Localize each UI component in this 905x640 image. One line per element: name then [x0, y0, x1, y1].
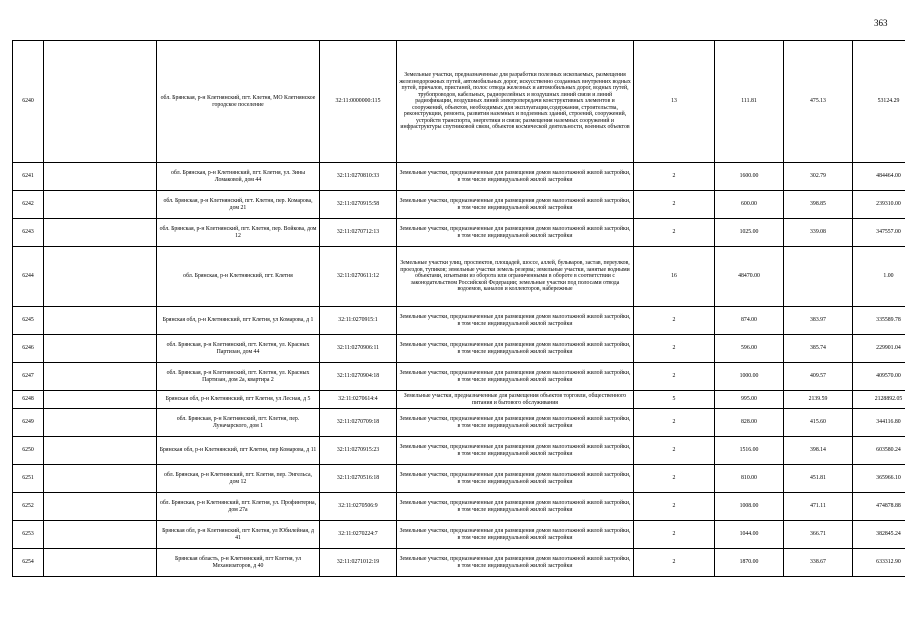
land-use-cell: Земельные участки, предназначенные для размещения домов малоэтажной жилой застройки, в том числе индивидуальной жилой застройки — [397, 493, 634, 521]
cadastral-number-cell: 32:11:0270516:18 — [320, 465, 397, 493]
land-use-cell: Земельные участки, предназначенные для размещения домов малоэтажной жилой застройки, в том числе индивидуальной жилой застройки — [397, 335, 634, 363]
specific-value-cell: 385.74 — [784, 335, 853, 363]
cadastral-value-cell: 53124.29 — [853, 41, 905, 163]
use-code-cell: 5 — [634, 391, 715, 409]
empty-cell — [44, 363, 157, 391]
specific-value-cell: 398.85 — [784, 191, 853, 219]
row-number-cell: 6245 — [13, 307, 44, 335]
area-cell: 810.00 — [715, 465, 784, 493]
cadastral-number-cell: 32:11:0270611:12 — [320, 247, 397, 307]
land-use-cell: Земельные участки, предназначенные для размещения домов малоэтажной жилой застройки, в том числе индивидуальной жилой застройки — [397, 163, 634, 191]
land-use-cell: Земельные участки, предназначенные для разработки полезных ископаемых, размещения железнодорожных путей, автомобильных дорог, искусственно созданных внутренних водных путей, причалов, пристаней, полос отвода железных и автомобильных дорог, водных путей, трубопроводов, кабельных, радиорелейных и воздушных линий связи и линий радиофикации, воздушных линий электропередачи конструктивных элементов и сооружений, объектов, необходимых для эксплуатации,содержания, строительства, реконструкции, ремонта, развития наземных и подземных зданий, строений, сооружений, устройств транспорта, энергетики и связи; размещения наземных сооружений и инфраструктуры спутниковой связи, объектов космической деятельности, военных объектов — [397, 41, 634, 163]
use-code-cell: 2 — [634, 219, 715, 247]
land-use-cell: Земельные участки, предназначенные для размещения домов малоэтажной жилой застройки, в том числе индивидуальной жилой застройки — [397, 191, 634, 219]
use-code-cell: 2 — [634, 437, 715, 465]
row-number-cell: 6246 — [13, 335, 44, 363]
cadastral-value-cell: 229901.04 — [853, 335, 905, 363]
area-cell: 1008.00 — [715, 493, 784, 521]
specific-value-cell: 415.60 — [784, 409, 853, 437]
address-cell: Брянская область, р-н Клетнянский, пгт Клетня, ул Механизаторов, д 40 — [157, 549, 320, 577]
address-cell: обл. Брянская, р-н Клетнянский, пгт. Клетня, пер. Луначарского, дом 1 — [157, 409, 320, 437]
cadastral-value-table — [12, 40, 905, 577]
address-cell: Брянская обл, р-н Клетнянский, пгт Клетня, ул Комарова, д 1 — [157, 307, 320, 335]
land-use-cell: Земельные участки, предназначенные для размещения домов малоэтажной жилой застройки, в том числе индивидуальной жилой застройки — [397, 437, 634, 465]
row-number-cell: 6253 — [13, 521, 44, 549]
cadastral-value-cell: 474878.88 — [853, 493, 905, 521]
row-number-cell: 6242 — [13, 191, 44, 219]
address-cell: обл. Брянская, р-н Клетнянский, пгт. Клетня, ул. Красных Партизан, дом 2а, квартира 2 — [157, 363, 320, 391]
specific-value-cell: 409.57 — [784, 363, 853, 391]
specific-value-cell: 451.81 — [784, 465, 853, 493]
table-row — [13, 465, 905, 493]
cadastral-number-cell: 32:11:0270224:7 — [320, 521, 397, 549]
area-cell: 1516.00 — [715, 437, 784, 465]
use-code-cell: 2 — [634, 493, 715, 521]
use-code-cell: 16 — [634, 247, 715, 307]
table-row — [13, 437, 905, 465]
table-row — [13, 219, 905, 247]
cadastral-value-cell: 484464.00 — [853, 163, 905, 191]
table-row — [13, 549, 905, 577]
area-cell: 48470.00 — [715, 247, 784, 307]
use-code-cell: 2 — [634, 307, 715, 335]
address-cell: обл. Брянская, р-н Клетнянский, пгт. Клетня, ул. Зины Ломаковой, дом 44 — [157, 163, 320, 191]
use-code-cell: 2 — [634, 163, 715, 191]
cadastral-number-cell: 32:11:0270709:18 — [320, 409, 397, 437]
address-cell: обл. Брянская, р-н Клетнянский, пгт. Клетня, ул. Красных Партизан, дом 44 — [157, 335, 320, 363]
use-code-cell: 2 — [634, 549, 715, 577]
cadastral-value-cell: 382845.24 — [853, 521, 905, 549]
specific-value-cell: 366.71 — [784, 521, 853, 549]
cadastral-value-cell: 344116.80 — [853, 409, 905, 437]
table-row — [13, 391, 905, 409]
land-use-cell: Земельные участки, предназначенные для размещения домов малоэтажной жилой застройки, в том числе индивидуальной жилой застройки — [397, 521, 634, 549]
area-cell: 995.00 — [715, 391, 784, 409]
empty-cell — [44, 163, 157, 191]
specific-value-cell: 338.67 — [784, 549, 853, 577]
empty-cell — [44, 521, 157, 549]
empty-cell — [44, 191, 157, 219]
area-cell: 1600.00 — [715, 163, 784, 191]
address-cell: Брянская обл, р-н Клетнянский, пгт Клетня, ул Юбилейная, д 41 — [157, 521, 320, 549]
address-cell: обл. Брянская, р-н Клетнянский, пгт. Клетня, ул. Профинтерна, дом 27а — [157, 493, 320, 521]
use-code-cell: 13 — [634, 41, 715, 163]
land-use-cell: Земельные участки, предназначенные для размещения домов малоэтажной жилой застройки, в том числе индивидуальной жилой застройки — [397, 409, 634, 437]
cadastral-value-cell: 2128892.05 — [853, 391, 905, 409]
empty-cell — [44, 335, 157, 363]
cadastral-number-cell: 32:11:0270915:1 — [320, 307, 397, 335]
table-row — [13, 521, 905, 549]
empty-cell — [44, 391, 157, 409]
table-row — [13, 163, 905, 191]
specific-value-cell: 2139.59 — [784, 391, 853, 409]
table-body — [13, 41, 905, 577]
cadastral-number-cell: 32:11:0270915:58 — [320, 191, 397, 219]
table-row — [13, 247, 905, 307]
row-number-cell: 6248 — [13, 391, 44, 409]
address-cell: обл. Брянская, р-н Клетнянский, пгт. Клетня — [157, 247, 320, 307]
area-cell: 1000.00 — [715, 363, 784, 391]
row-number-cell: 6251 — [13, 465, 44, 493]
cadastral-value-cell: 603580.24 — [853, 437, 905, 465]
address-cell: обл. Брянская, р-н Клетнянский, пгт. Клетня, пер. Войкова, дом 12 — [157, 219, 320, 247]
table-row — [13, 363, 905, 391]
cadastral-number-cell: 32:11:0271012:19 — [320, 549, 397, 577]
row-number-cell: 6252 — [13, 493, 44, 521]
row-number-cell: 6243 — [13, 219, 44, 247]
cadastral-number-cell: 32:11:0270904:18 — [320, 363, 397, 391]
land-use-cell: Земельные участки, предназначенные для размещения домов малоэтажной жилой застройки, в том числе индивидуальной жилой застройки — [397, 549, 634, 577]
land-use-cell: Земельные участки улиц, проспектов, площадей, шоссе, аллей, бульваров, застав, переулков, проездов, тупиков; земельные участки земель резерва; земельные участки, занятые водными объектами, изъятыми из оборота или ограниченными в обороте в соответствии с законодательством Российской Федерации; земельные участки под полосами отвода водоемов, каналов и коллекторов, набережные — [397, 247, 634, 307]
table-row — [13, 191, 905, 219]
table-row — [13, 335, 905, 363]
cadastral-number-cell: 32:11:0270906:11 — [320, 335, 397, 363]
land-use-cell: Земельные участки, предназначенные для размещения объектов торговли, общественного питания и бытового обслуживания — [397, 391, 634, 409]
empty-cell — [44, 549, 157, 577]
specific-value-cell: 383.97 — [784, 307, 853, 335]
cadastral-number-cell: 32:11:0270712:13 — [320, 219, 397, 247]
cadastral-number-cell: 32:11:0270614:4 — [320, 391, 397, 409]
area-cell: 111.81 — [715, 41, 784, 163]
table-row — [13, 41, 905, 163]
cadastral-value-cell: 347557.00 — [853, 219, 905, 247]
use-code-cell: 2 — [634, 465, 715, 493]
empty-cell — [44, 247, 157, 307]
row-number-cell: 6249 — [13, 409, 44, 437]
specific-value-cell: 398.14 — [784, 437, 853, 465]
cadastral-value-cell: 409570.00 — [853, 363, 905, 391]
use-code-cell: 2 — [634, 335, 715, 363]
land-use-cell: Земельные участки, предназначенные для размещения домов малоэтажной жилой застройки, в том числе индивидуальной жилой застройки — [397, 307, 634, 335]
row-number-cell: 6241 — [13, 163, 44, 191]
empty-cell — [44, 493, 157, 521]
row-number-cell: 6240 — [13, 41, 44, 163]
address-cell: обл. Брянская, р-н Клетнянский, пгт. Клетня, пер. Энгельса, дом 12 — [157, 465, 320, 493]
land-use-cell: Земельные участки, предназначенные для размещения домов малоэтажной жилой застройки, в том числе индивидуальной жилой застройки — [397, 465, 634, 493]
cadastral-value-cell: 365966.10 — [853, 465, 905, 493]
address-cell: Брянская обл, р-н Клетнянский, пгт Клетня, ул Лесная, д 5 — [157, 391, 320, 409]
area-cell: 1870.00 — [715, 549, 784, 577]
cadastral-number-cell: 32:11:0270506:9 — [320, 493, 397, 521]
row-number-cell: 6244 — [13, 247, 44, 307]
area-cell: 600.00 — [715, 191, 784, 219]
area-cell: 874.00 — [715, 307, 784, 335]
row-number-cell: 6254 — [13, 549, 44, 577]
specific-value-cell: 471.11 — [784, 493, 853, 521]
specific-value-cell: 302.79 — [784, 163, 853, 191]
row-number-cell: 6247 — [13, 363, 44, 391]
use-code-cell: 2 — [634, 191, 715, 219]
cadastral-number-cell: 32:11:0000000:115 — [320, 41, 397, 163]
specific-value-cell — [784, 247, 853, 307]
area-cell: 1044.00 — [715, 521, 784, 549]
cadastral-number-cell: 32:11:0270810:33 — [320, 163, 397, 191]
specific-value-cell: 339.08 — [784, 219, 853, 247]
table-row — [13, 307, 905, 335]
cadastral-value-cell: 633312.90 — [853, 549, 905, 577]
table-row — [13, 409, 905, 437]
cadastral-number-cell: 32:11:0270915:23 — [320, 437, 397, 465]
empty-cell — [44, 465, 157, 493]
table-row — [13, 493, 905, 521]
specific-value-cell: 475.13 — [784, 41, 853, 163]
address-cell: обл. Брянская, р-н Клетнянский, пгт. Клетня, МО Клетнянское городское поселение — [157, 41, 320, 163]
empty-cell — [44, 437, 157, 465]
address-cell: обл. Брянская, р-н Клетнянский, пгт. Клетня, пер. Комарова, дом 21 — [157, 191, 320, 219]
address-cell: Брянская обл, р-н Клетнянский, пгт Клетня, пер Комарова, д 11 — [157, 437, 320, 465]
cadastral-value-cell: 335589.78 — [853, 307, 905, 335]
empty-cell — [44, 307, 157, 335]
empty-cell — [44, 219, 157, 247]
area-cell: 828.00 — [715, 409, 784, 437]
row-number-cell: 6250 — [13, 437, 44, 465]
cadastral-value-cell: 1.00 — [853, 247, 905, 307]
area-cell: 596.00 — [715, 335, 784, 363]
use-code-cell: 2 — [634, 521, 715, 549]
use-code-cell: 2 — [634, 363, 715, 391]
use-code-cell: 2 — [634, 409, 715, 437]
empty-cell — [44, 409, 157, 437]
cadastral-value-cell: 239310.00 — [853, 191, 905, 219]
area-cell: 1025.00 — [715, 219, 784, 247]
empty-cell — [44, 41, 157, 163]
page-number: 363 — [874, 18, 888, 28]
land-use-cell: Земельные участки, предназначенные для размещения домов малоэтажной жилой застройки, в том числе индивидуальной жилой застройки — [397, 219, 634, 247]
land-use-cell: Земельные участки, предназначенные для размещения домов малоэтажной жилой застройки, в том числе индивидуальной жилой застройки — [397, 363, 634, 391]
